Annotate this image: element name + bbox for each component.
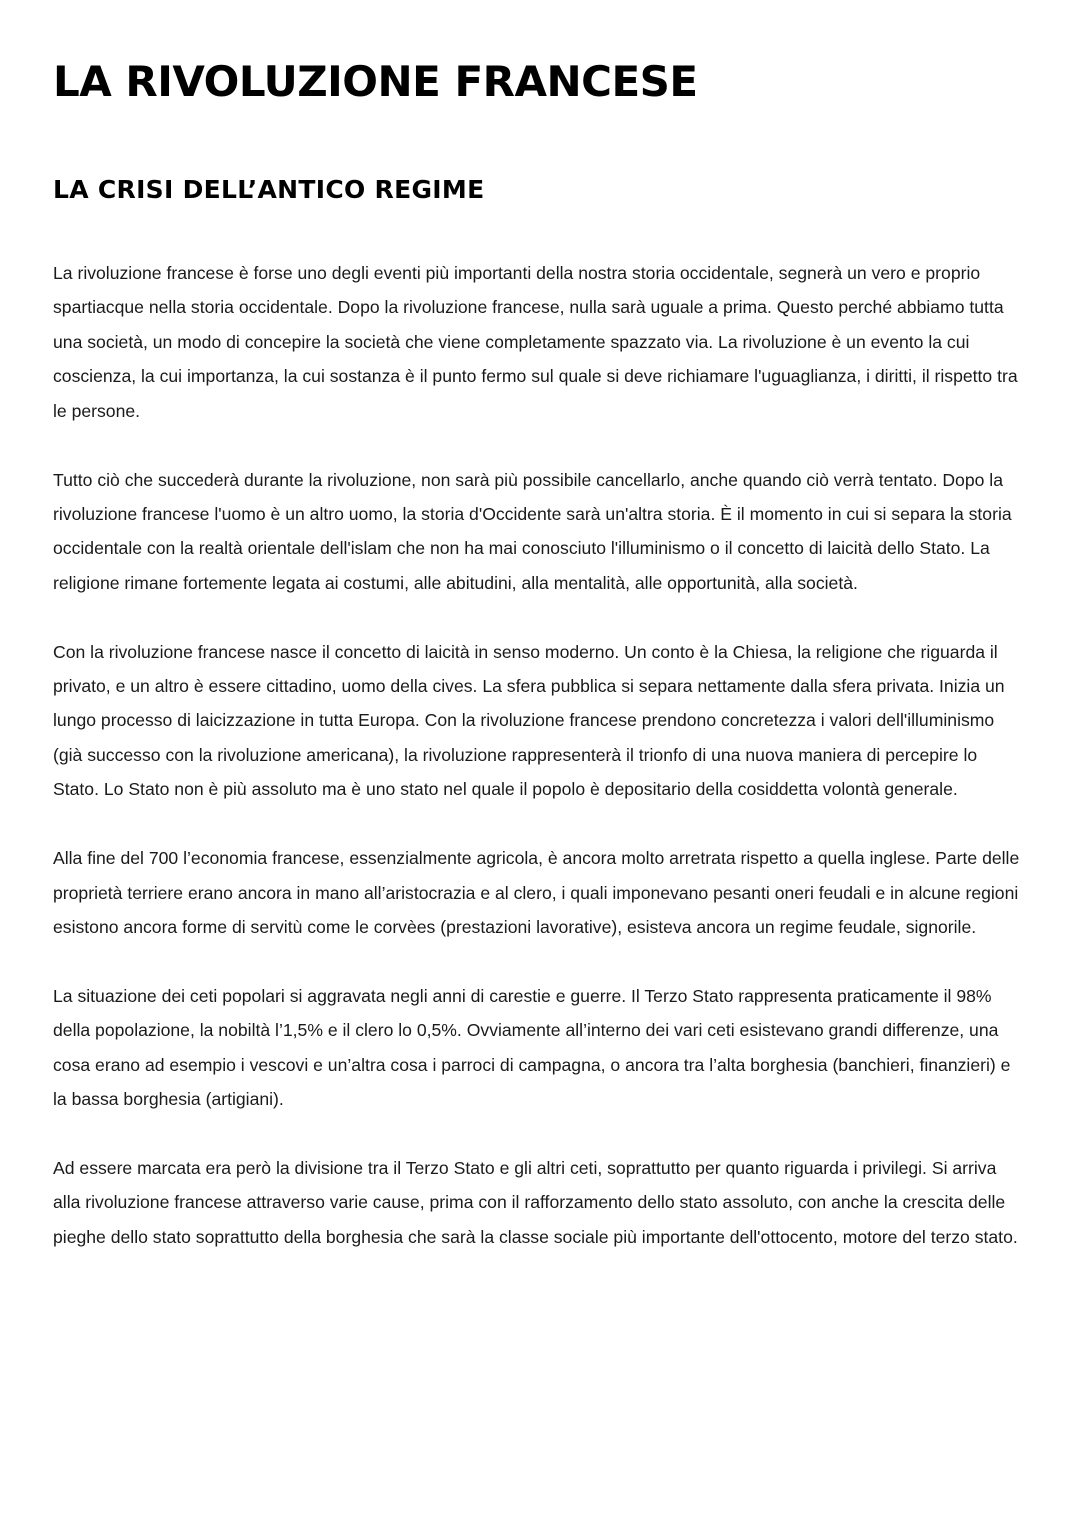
paragraph: La rivoluzione francese è forse uno degli eventi più importanti della nostra storia occidentale, segnerà un vero e proprio spartiacque nella storia occidentale. Dopo la rivoluzione francese, nulla sarà uguale a prima. Questo perché abbiamo tutta una società, un modo di concepire la società che viene completamente spazzato via. La rivoluzione è un evento la cui coscienza, la cui importanza, la cui sostanza è il punto fermo sul quale si deve richiamare l'uguaglianza, i diritti, il rispetto tra le persone. xyxy=(53,263,1018,421)
document-body xyxy=(53,256,1023,1289)
paragraph: Con la rivoluzione francese nasce il concetto di laicità in senso moderno. Un conto è la Chiesa, la religione che riguarda il privato, e un altro è essere cittadino, uomo della cives. La sfera pubblica si separa nettamente dalla sfera privata. Inizia un lungo processo di laicizzazione in tutta Europa. Con la rivoluzione francese prendono concretezza i valori dell'illuminismo (già successo con la rivoluzione americana), la rivoluzione rappresenterà il trionfo di una nuova maniera di percepire lo Stato. Lo Stato non è più assoluto ma è uno stato nel quale il popolo è depositario della cosiddetta volontà generale. xyxy=(53,641,1005,800)
paragraph: La situazione dei ceti popolari si aggravata negli anni di carestie e guerre. Il Terzo Stato rappresenta praticamente il 98% della popolazione, la nobiltà l’1,5% e il clero lo 0,5%. Ovviamente all’interno dei vari ceti esistevano grandi differenze, una cosa erano ad esempio i vescovi e un’altra cosa i parroci di campagna, o ancora tra l’alta borghesia (banchieri, finanzieri) e la bassa borghesia (artigiani). xyxy=(53,985,1011,1110)
paragraph: Ad essere marcata era però la divisione tra il Terzo Stato e gli altri ceti, soprattutto per quanto riguarda i privilegi. Si arriva alla rivoluzione francese attraverso varie cause, prima con il rafforzamento dello stato assoluto, con anche la crescita delle pieghe dello stato soprattutto della borghesia che sarà la classe sociale più importante dell'ottocento, motore del terzo stato. xyxy=(53,1158,1018,1247)
paragraph: Alla fine del 700 l’economia francese, essenzialmente agricola, è ancora molto arretrata rispetto a quella inglese. Parte delle proprietà terriere erano ancora in mano all’aristocrazia e al clero, i quali imponevano pesanti oneri feudali e in alcune regioni esistono ancora forme di servitù come le corvèes (prestazioni lavorative), esisteva ancora un regime feudale, signorile. xyxy=(53,848,1020,937)
section-heading: LA CRISI DELL’ANTICO REGIME xyxy=(53,175,485,204)
paragraph: Tutto ciò che succederà durante la rivoluzione, non sarà più possibile cancellarlo, anche quando ciò verrà tentato. Dopo la rivoluzione francese l'uomo è un altro uomo, la storia d'Occidente sarà un'altra storia. È il momento in cui si separa la storia occidentale con la realtà orientale dell'islam che non ha mai conosciuto l'illuminismo o il concetto di laicità dello Stato. La religione rimane fortemente legata ai costumi, alle abitudini, alla mentalità, alle opportunità, alla società. xyxy=(53,469,1012,593)
document-title: LA RIVOLUZIONE FRANCESE xyxy=(53,57,698,106)
